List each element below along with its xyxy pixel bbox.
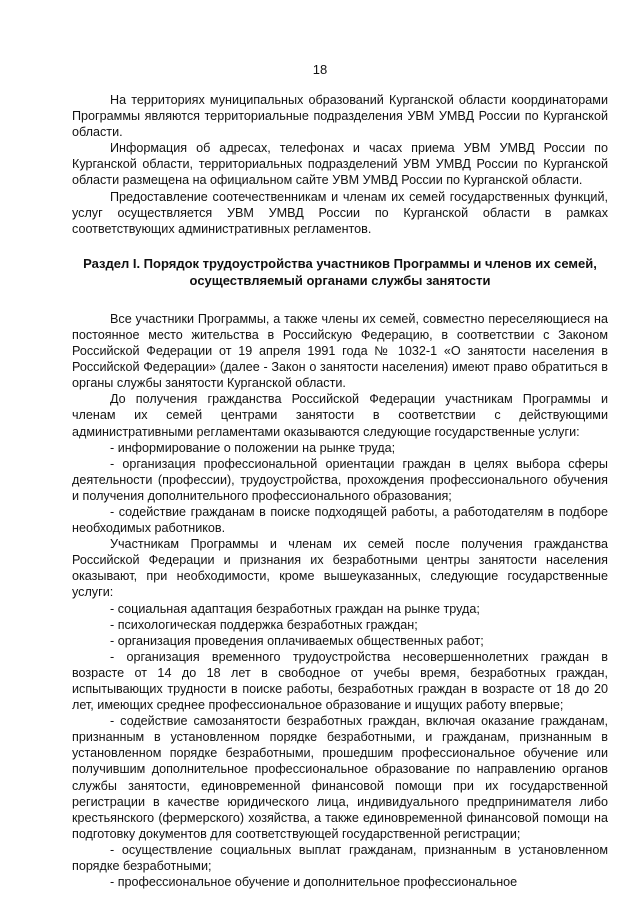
list-item: - осуществление социальных выплат гражданам, признанным в установленном порядке безработными; [72,842,608,874]
list-item: - профессиональное обучение и дополнительное профессиональное [110,875,518,890]
intro-paragraph: Предоставление соотечественникам и членам их семей государственных функций, услуг осуществляется УВМ УМВД России по Курганской области в рамках соответствующих административных регламентов. [72,189,608,236]
list-item: - содействие самозанятости безработных граждан, включая оказание гражданам, признанным в установленном порядке безработными, и гражданам, признанным в установленном порядке безработными, прошедшим профессиональное обучение или получившим дополнительное профессиональное образование по направлению органов службы занятости, единовременной финансовой помощи при их государственной регистрации в качестве юридического лица, индивидуального предпринимателя либо крестьянского (фермерского) хозяйства, а также единовременной финансовой помощи на подготовку документов для соответствующей государственной регистрации; [72,714,608,841]
list-item: - информирование о положении на рынке труда; [110,440,396,455]
section-paragraph: До получения гражданства Российской Федерации участникам Программы и членам их семей центрами занятости в соответствии с действующими административными регламентами оказываются следующие государственные услуги: [72,392,608,439]
intro-paragraph: На территориях муниципальных образований Курганской области координаторами Программы являются территориальные подразделения УВМ УМВД России по Курганской области. [72,93,608,140]
section-paragraph: Все участники Программы, а также члены их семей, совместно переселяющиеся на постоянное место жительства в Российскую Федерацию, в соответствии с Законом Российской Федерации от 19 апреля 1991 года № 1032-1 «О занятости населения в Российской Федерации» (далее - Закон о занятости населения) имеют право обратиться в органы службы занятости Курганской области. [72,311,608,391]
list-item: - содействие гражданам в поиске подходящей работы, а работодателям в подборе необходимых работников. [72,504,608,536]
list-item: - психологическая поддержка безработных граждан; [110,617,418,632]
list-item: - организация временного трудоустройства несовершеннолетних граждан в возрасте от 14 до 18 лет в свободное от учебы время, безработных граждан, испытывающих трудности в поиске работы, безработных граждан в возрасте от 18 до 20 лет, имеющих среднее профессиональное образование и ищущих работу впервые; [72,649,608,713]
document-body [72,92,608,890]
page-number: 18 [312,62,328,77]
section-title: Раздел I. Порядок трудоустройства участников Программы и членов их семей, осуществляемый органами службы занятости [83,255,597,288]
intro-paragraph: Информация об адресах, телефонах и часах приема УВМ УМВД России по Курганской области, территориальных подразделений УВМ УМВД России по Курганской области размещена на официальном сайте УВМ УМВД России по Курганской области. [72,141,608,188]
list-item: - социальная адаптация безработных граждан на рынке труда; [110,601,480,616]
section-paragraph: Участникам Программы и членам их семей после получения гражданства Российской Федерации и признания их безработными центры занятости населения оказывают, при необходимости, кроме вышеуказанных, следующие государственные услуги: [72,537,608,600]
list-item: - организация профессиональной ориентации граждан в целях выбора сферы деятельности (профессии), трудоустройства, прохождения профессионального обучения и получения дополнительного профессионального образования; [72,456,608,503]
list-item: - организация проведения оплачиваемых общественных работ; [110,633,484,648]
